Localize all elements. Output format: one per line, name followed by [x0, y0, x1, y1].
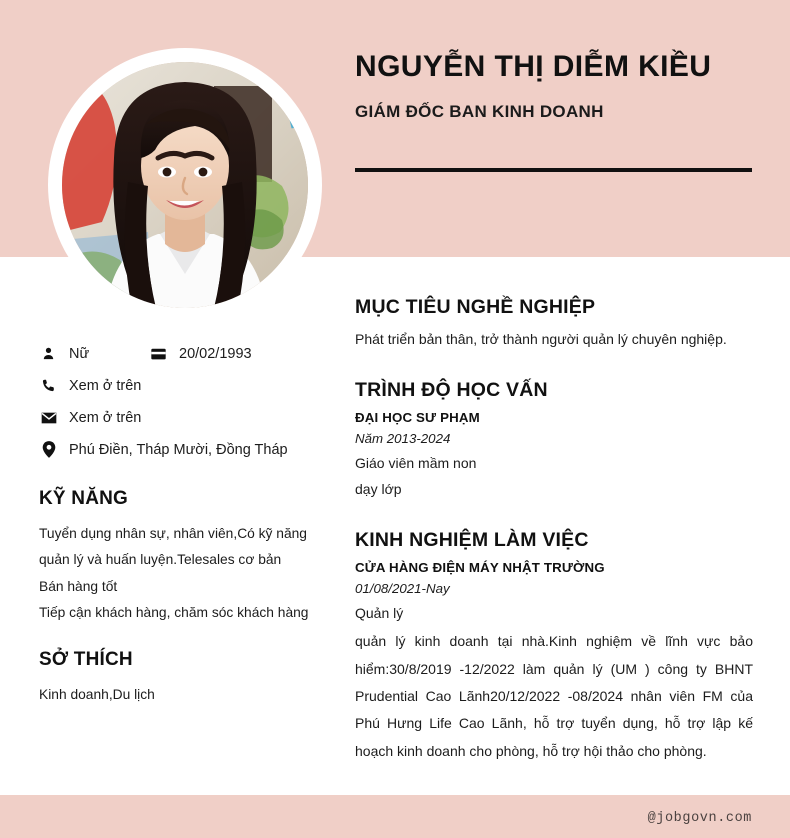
experience-company: CỬA HÀNG ĐIỆN MÁY NHẬT TRƯỜNG: [355, 559, 605, 575]
education-heading: TRÌNH ĐỘ HỌC VẤN: [355, 378, 548, 401]
envelope-icon: [39, 412, 58, 424]
phone-icon: [39, 378, 58, 393]
header-block: [355, 48, 755, 122]
contact-phone-value: Xem ở trên: [69, 377, 142, 394]
experience-period: 01/08/2021-Nay: [355, 580, 450, 596]
experience-heading: KINH NGHIỆM LÀM VIỆC: [355, 528, 589, 551]
skills-line: Tuyển dụng nhân sự, nhân viên,Có kỹ năng: [39, 526, 307, 541]
location-pin-icon: [39, 441, 58, 458]
contact-list: [39, 338, 335, 466]
card-icon: [149, 348, 168, 360]
contact-birthday-value: 20/02/1993: [179, 345, 252, 362]
person-icon: [39, 346, 58, 361]
skills-line: Bán hàng tốt: [39, 578, 118, 594]
hobbies-line: Kinh doanh,Du lịch: [39, 686, 155, 702]
hobbies-heading: SỞ THÍCH: [39, 648, 133, 670]
header-divider: [355, 168, 752, 172]
contact-address: [39, 440, 288, 460]
education-detail: Giáo viên mầm non: [355, 454, 477, 471]
skills-heading: KỸ NĂNG: [39, 488, 129, 509]
contact-row: [39, 370, 335, 402]
contact-email: [39, 408, 141, 428]
objective-heading: MỤC TIÊU NGHỀ NGHIỆP: [355, 296, 596, 318]
skills-line: Tiếp cận khách hàng, chăm sóc khách hàng: [39, 605, 309, 621]
education-detail: dạy lớp: [355, 480, 402, 497]
contact-phone: [39, 376, 141, 396]
avatar: [48, 48, 322, 322]
contact-address-value: Phú Điền, Tháp Mười, Đồng Tháp: [69, 441, 288, 458]
contact-gender: [39, 344, 149, 364]
job-title: GIÁM ĐỐC BAN KINH DOANH: [355, 101, 604, 121]
contact-row: [39, 338, 335, 370]
skills-line: quản lý và huấn luyện.Telesales cơ bản: [39, 552, 282, 568]
contact-email-value: Xem ở trên: [69, 409, 142, 426]
right-column: [355, 296, 753, 765]
education-period: Năm 2013-2024: [355, 430, 451, 446]
contact-row: [39, 434, 335, 466]
education-school: ĐẠI HỌC SƯ PHẠM: [355, 409, 480, 425]
contact-birthday: [149, 344, 252, 364]
objective-text: Phát triển bản thân, trở thành người quản lý chuyên nghiệp.: [355, 331, 727, 347]
experience-description: quản lý kinh doanh tại nhà.Kinh nghiệm về lĩnh vực bảo hiểm:30/8/2019 -12/2022 làm quản lý (UM ) công ty BHNT Prudential Cao Lãnh20/12/2022 -08/2024 nhân viên FM của Phú Hưng Life Cao Lãnh, hỗ trợ tuyển dụng, hỗ trợ lập kế hoạch kinh doanh cho phòng, hỗ trợ hội thảo cho phòng.: [355, 633, 753, 759]
contact-gender-value: Nữ: [69, 345, 90, 362]
portrait-photo: [62, 62, 308, 308]
experience-role: Quản lý: [355, 604, 404, 621]
watermark: @jobgovn.com: [647, 811, 752, 826]
left-column: [39, 338, 335, 708]
page-title: NGUYỄN THỊ DIỄM KIỀU: [355, 50, 712, 83]
contact-row: [39, 402, 335, 434]
